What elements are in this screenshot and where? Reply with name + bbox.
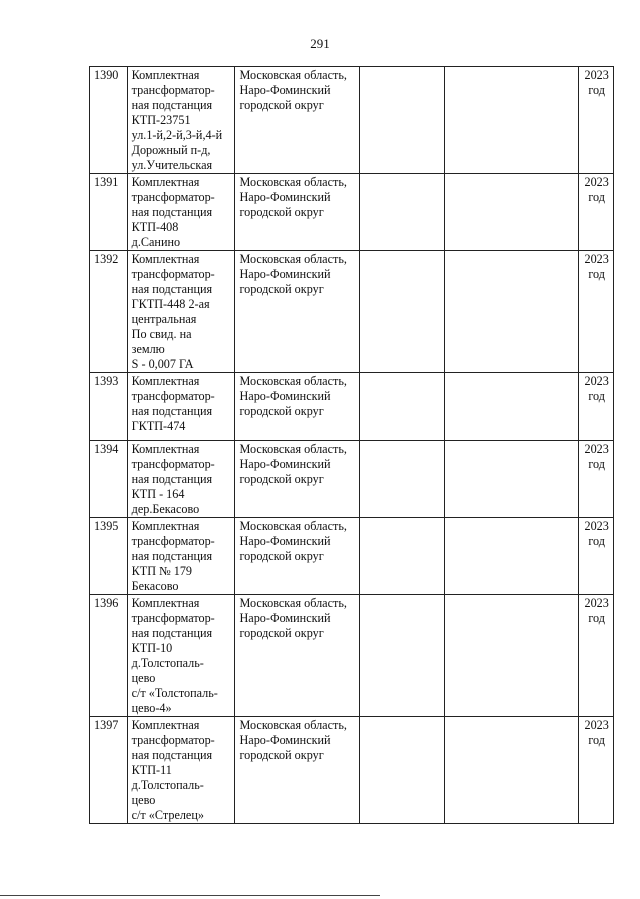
object-name-line: ная подстанция xyxy=(131,549,213,563)
object-name-cell xyxy=(127,373,235,441)
object-name-line: трансформатор- xyxy=(131,389,215,403)
object-name-line: с/т «Стрелец» xyxy=(131,808,204,822)
object-name-line: КТП - 164 xyxy=(131,487,185,501)
object-name-cell xyxy=(127,174,235,251)
object-name-line: ная подстанция xyxy=(131,748,213,762)
empty-cell-5 xyxy=(445,717,579,824)
address-line: Московская область, xyxy=(239,68,347,82)
object-name-cell xyxy=(127,441,235,518)
empty-cell-5 xyxy=(445,518,579,595)
table-row xyxy=(90,518,614,595)
year-line: год xyxy=(588,389,605,403)
object-name-line: трансформатор- xyxy=(131,733,215,747)
year-cell xyxy=(579,717,614,824)
registry-body xyxy=(90,67,614,824)
object-name-line: д.Санино xyxy=(131,235,181,249)
object-name-line: центральная xyxy=(131,312,197,326)
object-name-line: с/т «Толстопаль- xyxy=(131,686,218,700)
empty-cell-4 xyxy=(359,518,444,595)
empty-cell-5 xyxy=(445,251,579,373)
address-line: Наро-Фоминский xyxy=(239,267,331,281)
object-name-line: ная подстанция xyxy=(131,626,213,640)
table-row xyxy=(90,174,614,251)
object-name-line: трансформатор- xyxy=(131,534,215,548)
object-name-line: ГКТП-474 xyxy=(131,419,186,433)
year-line: 2023 xyxy=(584,68,609,82)
row-number: 1396 xyxy=(90,595,128,717)
object-name-line: цево-4» xyxy=(131,701,172,715)
empty-cell-4 xyxy=(359,441,444,518)
object-name-line: По свид. на xyxy=(131,327,192,341)
address-line: Московская область, xyxy=(239,252,347,266)
page-number: 291 xyxy=(310,36,330,51)
table-row xyxy=(90,595,614,717)
year-line: 2023 xyxy=(584,718,609,732)
object-name-line: ная подстанция xyxy=(131,472,213,486)
address-line: Наро-Фоминский xyxy=(239,611,331,625)
year-line: год xyxy=(588,457,605,471)
object-name-line: д.Толстопаль- xyxy=(131,778,204,792)
year-line: 2023 xyxy=(584,596,609,610)
empty-cell-5 xyxy=(445,595,579,717)
object-name-cell xyxy=(127,595,235,717)
object-name-line: трансформатор- xyxy=(131,611,215,625)
year-line: год xyxy=(588,190,605,204)
year-line: 2023 xyxy=(584,442,609,456)
table-row xyxy=(90,441,614,518)
address-line: городской округ xyxy=(239,205,324,219)
object-name-line: Комплектная xyxy=(131,175,200,189)
row-number: 1392 xyxy=(90,251,128,373)
year-cell xyxy=(579,67,614,174)
year-line: год xyxy=(588,534,605,548)
object-name-line: ГКТП-448 2-ая xyxy=(131,297,210,311)
address-line: Московская область, xyxy=(239,374,347,388)
address-line: городской округ xyxy=(239,98,324,112)
address-cell xyxy=(235,717,359,824)
address-line: городской округ xyxy=(239,404,324,418)
empty-cell-4 xyxy=(359,251,444,373)
address-line: городской округ xyxy=(239,626,324,640)
year-cell xyxy=(579,441,614,518)
empty-cell-4 xyxy=(359,174,444,251)
object-name-line: цево xyxy=(131,671,156,685)
year-line: год xyxy=(588,733,605,747)
year-cell xyxy=(579,518,614,595)
object-name-line: трансформатор- xyxy=(131,83,215,97)
object-name-line: Дорожный п-д, xyxy=(131,143,211,157)
row-number: 1391 xyxy=(90,174,128,251)
object-name-line: КТП-10 xyxy=(131,641,173,655)
object-name-line: ная подстанция xyxy=(131,98,213,112)
address-line: Наро-Фоминский xyxy=(239,457,331,471)
object-name-line: Комплектная xyxy=(131,252,200,266)
row-number: 1390 xyxy=(90,67,128,174)
object-name-line: д.Толстопаль- xyxy=(131,656,204,670)
object-name-line: Комплектная xyxy=(131,442,200,456)
address-line: Московская область, xyxy=(239,718,347,732)
empty-cell-4 xyxy=(359,717,444,824)
object-name-line: ная подстанция xyxy=(131,205,213,219)
object-name-cell xyxy=(127,518,235,595)
empty-cell-4 xyxy=(359,595,444,717)
empty-cell-5 xyxy=(445,373,579,441)
registry-table xyxy=(89,66,614,824)
object-name-line: трансформатор- xyxy=(131,190,215,204)
object-name-line: КТП-23751 xyxy=(131,113,191,127)
empty-cell-5 xyxy=(445,441,579,518)
empty-cell-4 xyxy=(359,67,444,174)
table-row xyxy=(90,373,614,441)
object-name-cell xyxy=(127,67,235,174)
year-line: 2023 xyxy=(584,252,609,266)
object-name-line: Комплектная xyxy=(131,718,200,732)
address-line: Московская область, xyxy=(239,519,347,533)
row-number: 1393 xyxy=(90,373,128,441)
row-number: 1394 xyxy=(90,441,128,518)
year-line: год xyxy=(588,83,605,97)
address-line: городской округ xyxy=(239,282,324,296)
object-name-line: Бекасово xyxy=(131,579,179,593)
empty-cell-4 xyxy=(359,373,444,441)
row-number: 1397 xyxy=(90,717,128,824)
address-cell xyxy=(235,518,359,595)
object-name-line: ул.1-й,2-й,3-й,4-й xyxy=(131,128,223,142)
object-name-line: Комплектная xyxy=(131,68,200,82)
object-name-line: ул.Учительская xyxy=(131,158,213,172)
year-cell xyxy=(579,174,614,251)
address-line: Наро-Фоминский xyxy=(239,534,331,548)
table-row xyxy=(90,67,614,174)
address-cell xyxy=(235,373,359,441)
address-cell xyxy=(235,595,359,717)
table-row xyxy=(90,717,614,824)
row-number: 1395 xyxy=(90,518,128,595)
address-cell xyxy=(235,251,359,373)
empty-cell-5 xyxy=(445,67,579,174)
object-name-line: КТП-11 xyxy=(131,763,172,777)
object-name-line: землю xyxy=(131,342,165,356)
object-name-cell xyxy=(127,251,235,373)
address-line: Московская область, xyxy=(239,442,347,456)
object-name-line: S - 0,007 ГА xyxy=(131,357,194,371)
object-name-line: трансформатор- xyxy=(131,267,215,281)
object-name-line: ная подстанция xyxy=(131,404,213,418)
bottom-rule xyxy=(0,895,380,896)
year-cell xyxy=(579,373,614,441)
year-cell xyxy=(579,251,614,373)
object-name-cell xyxy=(127,717,235,824)
address-line: городской округ xyxy=(239,549,324,563)
empty-cell-5 xyxy=(445,174,579,251)
year-line: 2023 xyxy=(584,519,609,533)
object-name-line: трансформатор- xyxy=(131,457,215,471)
address-line: городской округ xyxy=(239,472,324,486)
year-cell xyxy=(579,595,614,717)
address-cell xyxy=(235,67,359,174)
address-line: Наро-Фоминский xyxy=(239,389,331,403)
year-line: год xyxy=(588,611,605,625)
object-name-line: дер.Бекасово xyxy=(131,502,200,516)
object-name-line: Комплектная xyxy=(131,596,200,610)
year-line: год xyxy=(588,267,605,281)
object-name-line: Комплектная xyxy=(131,374,200,388)
object-name-line: цево xyxy=(131,793,156,807)
address-line: Московская область, xyxy=(239,175,347,189)
year-line: 2023 xyxy=(584,374,609,388)
year-line: 2023 xyxy=(584,175,609,189)
address-line: Наро-Фоминский xyxy=(239,83,331,97)
address-line: Наро-Фоминский xyxy=(239,733,331,747)
address-cell xyxy=(235,441,359,518)
address-line: Московская область, xyxy=(239,596,347,610)
object-name-line: Комплектная xyxy=(131,519,200,533)
address-line: Наро-Фоминский xyxy=(239,190,331,204)
object-name-line: ная подстанция xyxy=(131,282,213,296)
address-cell xyxy=(235,174,359,251)
table-row xyxy=(90,251,614,373)
object-name-line: КТП-408 xyxy=(131,220,179,234)
address-line: городской округ xyxy=(239,748,324,762)
object-name-line: КТП № 179 xyxy=(131,564,193,578)
